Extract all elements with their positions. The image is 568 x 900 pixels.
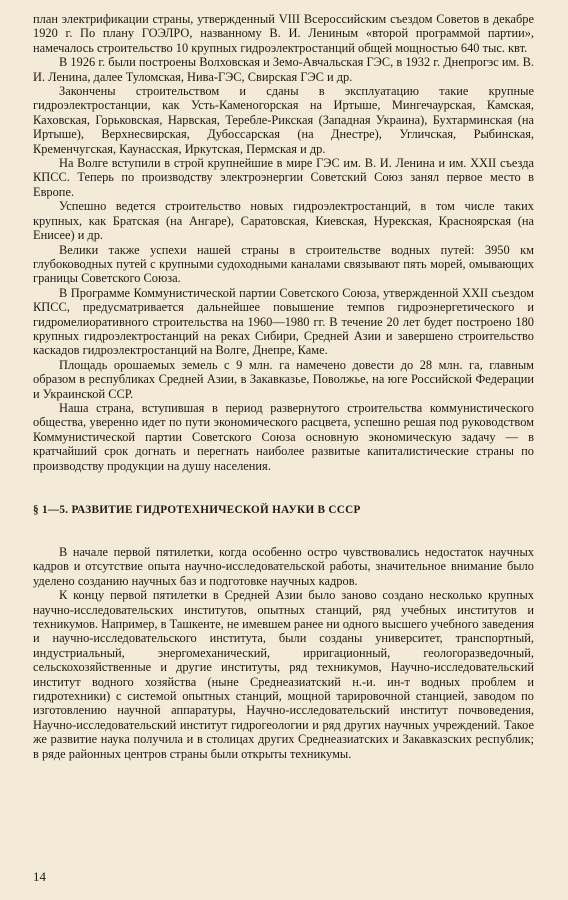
paragraph-1926: В 1926 г. были построены Волховская и Земо-Авчальская ГЭС, в 1932 г. Днепрогэс им. В. И. Ленина, далее Туломская, Нива-ГЭС, Свирская ГЭС и др. [33, 55, 534, 84]
section-history [33, 12, 534, 473]
paragraph-waterways: Велики также успехи нашей страны в строительстве водных путей: 3950 км глубоководных путей с крупными судоходными каналами связывают пять морей, омывающих границы Советского Союза. [33, 242, 534, 286]
paragraph-party-program: В Программе Коммунистической партии Советского Союза, утвержденной XXII съездом КПСС, предусматривается дальнейшее повышение темпов гидроэнергетического и гидромелиоративного строительства на 1960—1980 гг. В течение 20 лет будет построено 180 крупных гидроэлектростанций на реках Сибири, Средней Азии и завершено строительство каскадов гидроэлектростанций на Волге, Днепре, Каме. [33, 285, 534, 358]
paragraph-first-five-year: В начале первой пятилетки, когда особенно остро чувствовались недостаток научных кадров и отсутствие опыта научно-исследовательской работы, значительное внимание было уделено созданию научных баз и подготовке научных кадров. [33, 545, 534, 588]
paragraph-new-construction: Успешно ведется строительство новых гидроэлектростанций, в том числе таких крупных, как Братская (на Ангаре), Саратовская, Киевская, Нурекская, Красноярская (на Енисее) и др. [33, 199, 534, 243]
paragraph-goelro: план электрификации страны, утвержденный VIII Всероссийским съездом Советов в декабре 1920 г. По плану ГОЭЛРО, названному В. И. Лениным «второй программой партии», намечалось строительство 10 крупных гидроэлектростанций общей мощностью 640 тыс. квт. [33, 12, 534, 55]
section-heading: § 1—5. РАЗВИТИЕ ГИДРОТЕХНИЧЕСКОЙ НАУКИ В СССР [33, 504, 361, 516]
paragraph-communism: Наша страна, вступившая в период развернутого строительства коммунистического общества, уверенно идет по пути экономического расцвета, успешно решая под руководством Коммунистической партии Советского Союза основную экономическую задачу — в кратчайший срок догнать и перегнать наиболее развитые капиталистические страны по производству продукции на душу населения. [33, 400, 534, 473]
page-number: 14 [33, 869, 46, 884]
section-science [33, 545, 534, 761]
paragraph-hydro-stations: Закончены строительством и сданы в эксплуатацию такие крупные гидроэлектростанции, как Усть-Каменогорская на Иртыше, Мингечаурская, Камская, Каховская, Горьковская, Нарвская, Теребле-Рикская (Западная Украина), Бухтарминская (на Иртыше), Верхнесвирская, Дубоссарская (на Днестре), Угличская, Рыбинская, Кременчугская, Каунасская, Иркутская, Пермская и др. [33, 84, 534, 156]
paragraph-central-asia: К концу первой пятилетки в Средней Азии было заново создано несколько крупных научно-исследовательских институтов, опытных станций, ряд учебных институтов и техникумов. Например, в Ташкенте, не имевшем ранее ни одного высшего учебного заведения и научно-исследовательского института, были созданы университет, транспортный, индустриальный, энергомеханический, ирригационный, геологоразведочный, сельскохозяйственные и другие институты, ряд техникумов, Научно-исследовательский институт водного хозяйства (ныне Среднеазиатский н.-и. ин-т водных проблем и гидротехники) с системой опытных станций, мощной тарировочной станцией, заводом по изготовлению научной аппаратуры, Научно-исследовательский институт почвоведения, Научно-исследовательский институт гидрогеологии и ряд других научных учреждений. Такое же развитие наука получила и в столицах других Среднеазиатских и Закавказских республик; в ряде районных центров страны были открыты техникумы. [33, 588, 534, 761]
paragraph-volga: На Волге вступили в строй крупнейшие в мире ГЭС им. В. И. Ленина и им. XXII съезда КПСС. Теперь по производству электроэнергии Советский Союз занял первое место в Европе. [33, 156, 534, 199]
paragraph-irrigation: Площадь орошаемых земель с 9 млн. га намечено довести до 28 млн. га, главным образом в республиках Средней Азии, в Закавказье, Поволжье, на юге Российской Федерации и Украинской ССР. [33, 357, 534, 401]
